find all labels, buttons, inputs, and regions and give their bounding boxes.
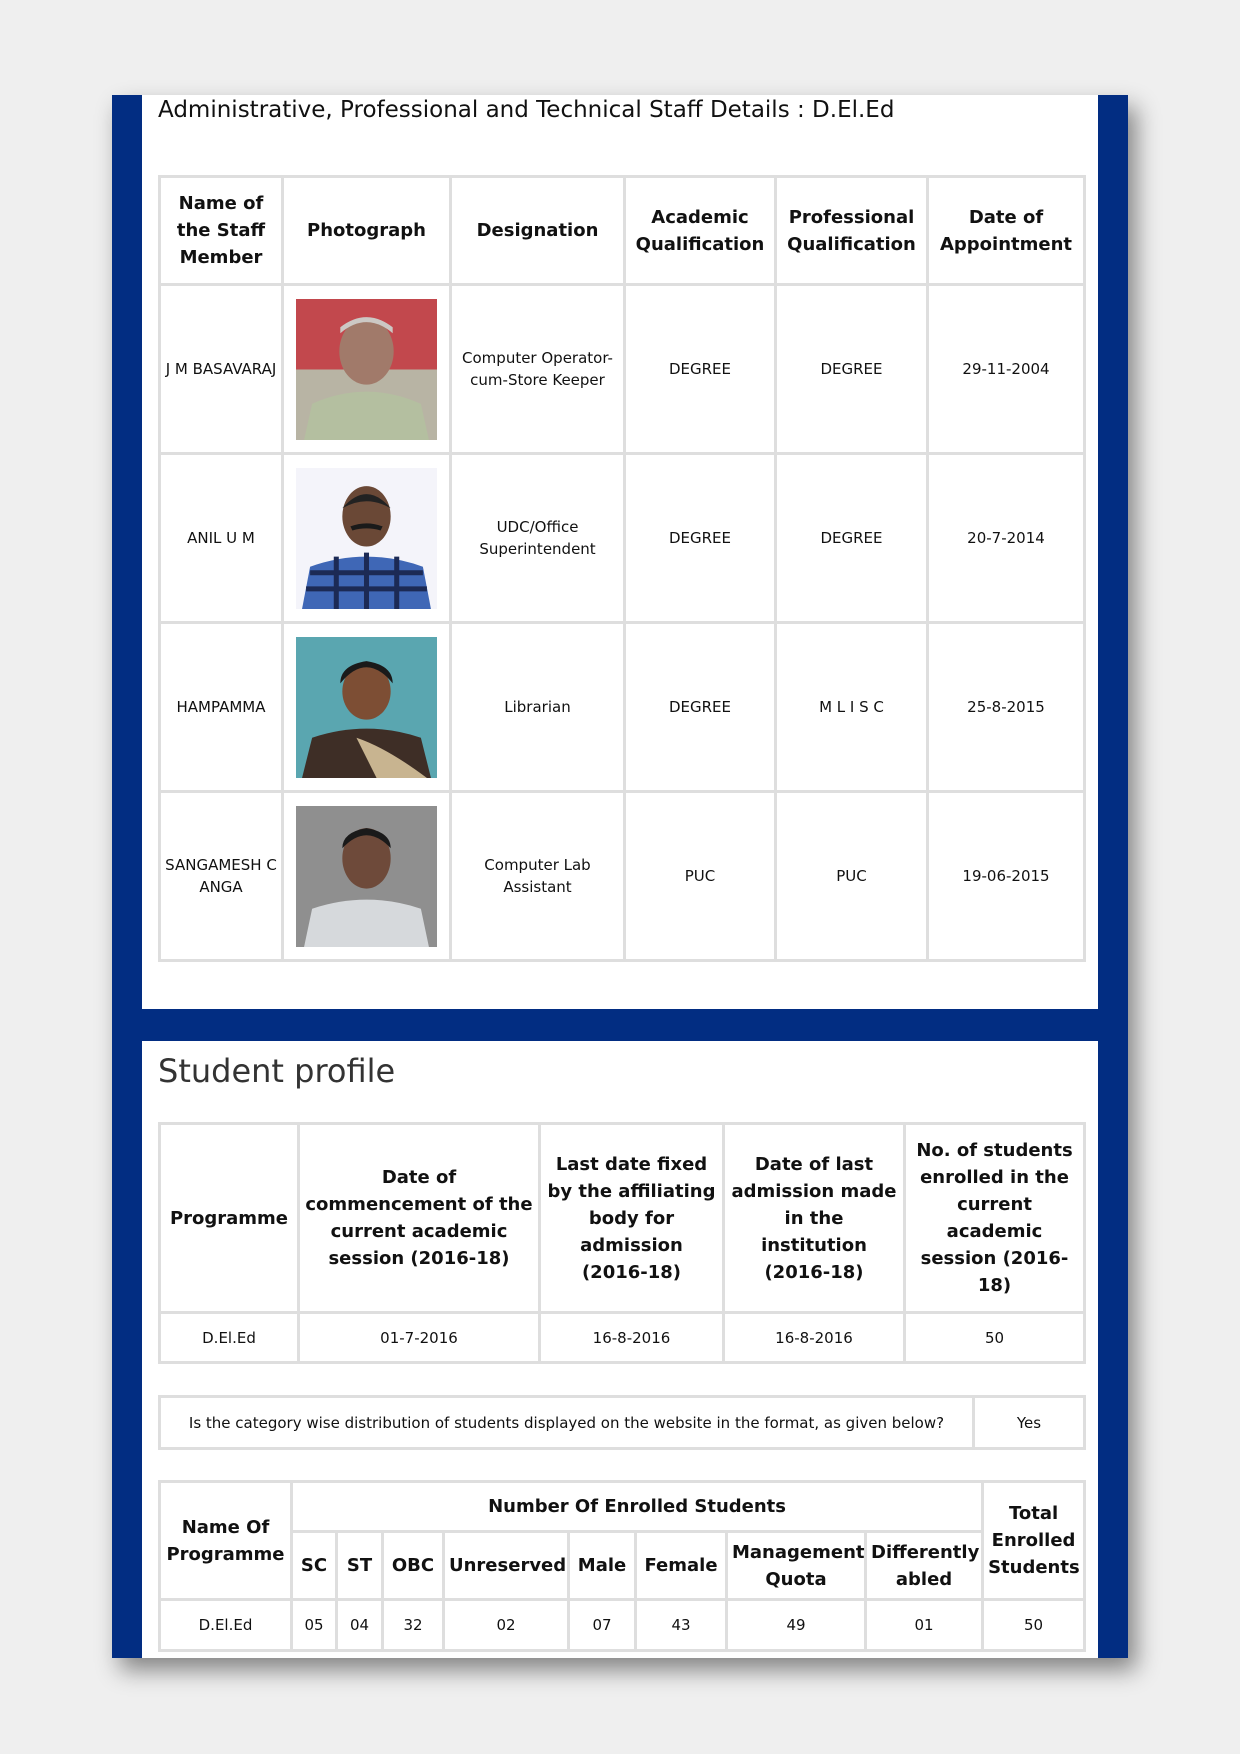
category-question: Is the category wise distribution of students displayed on the website in the format, as given below? <box>160 1397 974 1449</box>
staff-section-title: Administrative, Professional and Technical Staff Details : D.El.Ed <box>158 97 895 123</box>
staff-photo <box>296 468 437 609</box>
header-male: Male <box>569 1532 636 1600</box>
header-photograph: Photograph <box>283 177 451 285</box>
enrol-obc: 32 <box>383 1600 444 1651</box>
staff-photo <box>296 299 437 440</box>
table-row <box>160 1313 1085 1363</box>
staff-photo-cell <box>283 454 451 623</box>
table-row <box>160 285 1085 454</box>
enrol-total: 50 <box>983 1600 1085 1651</box>
profile-enrolled: 50 <box>905 1313 1085 1363</box>
staff-date: 29-11-2004 <box>928 285 1085 454</box>
staff-details-panel <box>142 95 1098 1009</box>
enrol-st: 04 <box>337 1600 383 1651</box>
profile-programme: D.El.Ed <box>160 1313 299 1363</box>
header-name-of-programme: Name Of Programme <box>160 1482 292 1600</box>
student-profile-table <box>158 1122 1086 1364</box>
staff-name: J M BASAVARAJ <box>160 285 283 454</box>
staff-name: HAMPAMMA <box>160 623 283 792</box>
staff-date: 25-8-2015 <box>928 623 1085 792</box>
table-row <box>160 792 1085 961</box>
header-number-enrolled: Number Of Enrolled Students <box>292 1482 983 1532</box>
table-row <box>160 1397 1085 1449</box>
header-designation: Designation <box>451 177 625 285</box>
header-st: ST <box>337 1532 383 1600</box>
staff-professional: DEGREE <box>776 285 928 454</box>
staff-photo-cell <box>283 623 451 792</box>
staff-designation: Computer Lab Assistant <box>451 792 625 961</box>
profile-last-date-fixed: 16-8-2016 <box>540 1313 724 1363</box>
enrolment-table <box>158 1480 1086 1652</box>
student-profile-panel <box>142 1041 1098 1658</box>
profile-commencement: 01-7-2016 <box>299 1313 540 1363</box>
header-name: Name of the Staff Member <box>160 177 283 285</box>
enrol-sc: 05 <box>292 1600 337 1651</box>
staff-academic: DEGREE <box>625 454 776 623</box>
staff-date: 20-7-2014 <box>928 454 1085 623</box>
staff-academic: PUC <box>625 792 776 961</box>
table-row <box>160 1600 1085 1651</box>
table-row <box>160 623 1085 792</box>
header-female: Female <box>636 1532 727 1600</box>
header-date-of-appointment: Date of Appointment <box>928 177 1085 285</box>
header-professional-qualification: Professional Qualification <box>776 177 928 285</box>
category-answer: Yes <box>974 1397 1085 1449</box>
category-question-table <box>158 1395 1086 1450</box>
header-obc: OBC <box>383 1532 444 1600</box>
header-students-enrolled: No. of students enrolled in the current academic session (2016-18) <box>905 1124 1085 1313</box>
staff-designation: Computer Operator-cum-Store Keeper <box>451 285 625 454</box>
profile-last-admission: 16-8-2016 <box>724 1313 905 1363</box>
header-last-admission: Date of last admission made in the institution (2016-18) <box>724 1124 905 1313</box>
header-sc: SC <box>292 1532 337 1600</box>
staff-photo <box>296 637 437 778</box>
staff-photo-cell <box>283 792 451 961</box>
staff-date: 19-06-2015 <box>928 792 1085 961</box>
staff-academic: DEGREE <box>625 623 776 792</box>
header-management-quota: Management Quota <box>727 1532 866 1600</box>
staff-table <box>158 175 1086 962</box>
staff-professional: M L I S C <box>776 623 928 792</box>
enrolment-header-top <box>160 1482 1085 1532</box>
staff-designation: Librarian <box>451 623 625 792</box>
enrol-differently-abled: 01 <box>866 1600 983 1651</box>
staff-photo-cell <box>283 285 451 454</box>
header-last-date-fixed: Last date fixed by the affiliating body for admission (2016-18) <box>540 1124 724 1313</box>
staff-photo <box>296 806 437 947</box>
header-commencement: Date of commencement of the current academic session (2016-18) <box>299 1124 540 1313</box>
enrolment-header-sub <box>160 1532 1085 1600</box>
staff-name: SANGAMESH C ANGA <box>160 792 283 961</box>
enrol-programme: D.El.Ed <box>160 1600 292 1651</box>
table-row <box>160 454 1085 623</box>
enrol-male: 07 <box>569 1600 636 1651</box>
staff-designation: UDC/Office Superintendent <box>451 454 625 623</box>
staff-academic: DEGREE <box>625 285 776 454</box>
enrol-unreserved: 02 <box>444 1600 569 1651</box>
staff-professional: PUC <box>776 792 928 961</box>
enrol-management: 49 <box>727 1600 866 1651</box>
staff-name: ANIL U M <box>160 454 283 623</box>
staff-table-header <box>160 177 1085 285</box>
student-section-title: Student profile <box>158 1052 396 1090</box>
header-unreserved: Unreserved <box>444 1532 569 1600</box>
header-differently-abled: Differently abled <box>866 1532 983 1600</box>
header-total-enrolled: Total Enrolled Students <box>983 1482 1085 1600</box>
header-programme: Programme <box>160 1124 299 1313</box>
staff-professional: DEGREE <box>776 454 928 623</box>
profile-table-header <box>160 1124 1085 1313</box>
header-academic-qualification: Academic Qualification <box>625 177 776 285</box>
page-frame <box>112 95 1128 1658</box>
enrol-female: 43 <box>636 1600 727 1651</box>
